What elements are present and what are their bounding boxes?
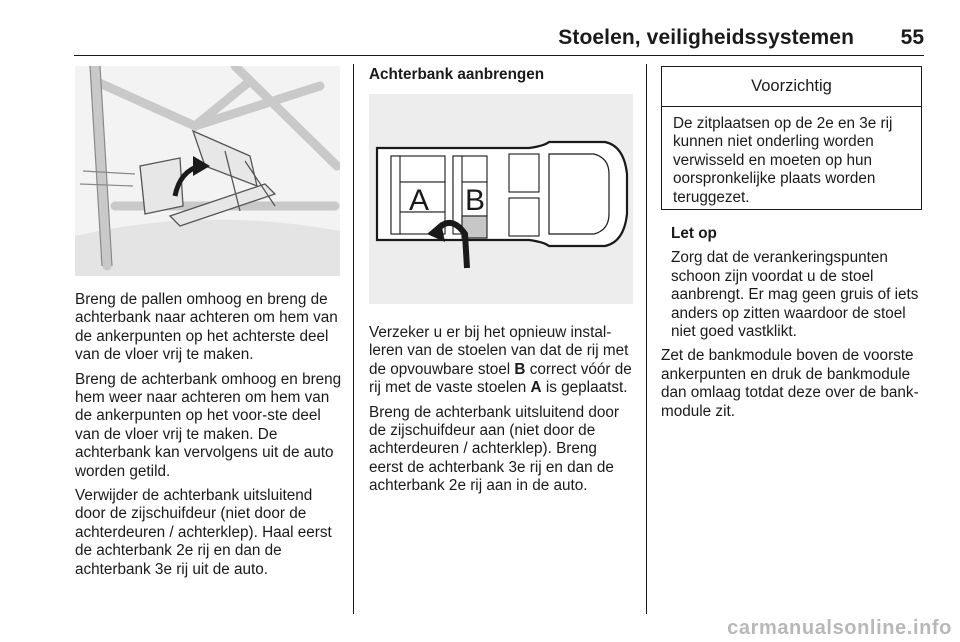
section-heading: Achterbank aanbrengen — [369, 66, 545, 83]
seat-b-label: B — [465, 184, 486, 217]
header-divider — [74, 55, 924, 56]
caution-box — [661, 66, 922, 210]
watermark-logo: carmanualsonline.info — [727, 617, 952, 639]
seat-b-reference: B — [514, 360, 526, 378]
seat-a-reference: A — [530, 379, 542, 397]
middle-column-heading-block — [369, 66, 635, 90]
note-text: Zorg dat de verankeringspunten schoon zijn voordat u de stoel aanbrengt. Er mag geen gruis of iets anders op zitten waardoor de stoel niet goed vastklikt. — [671, 249, 919, 341]
paragraph: Breng de pallen omhoog en breng de achterbank naar achteren om hem van de ankerpunten op het achterste deel van de vloer vrij te maken. — [75, 291, 338, 364]
paragraph: Breng de achterbank omhoog en breng hem weer naar achteren om hem van de ankerpunten op het voor-ste deel van de vloer vrij te maken. De achterbank kan vervolgens uit de auto worden getild. — [75, 370, 342, 480]
middle-column-text — [369, 324, 635, 502]
caution-title: Voorzichtig — [662, 67, 921, 107]
column-divider-right — [646, 64, 647, 614]
paragraph: Verwijder de achterbank uitsluitend door de zijschuifdeur (niet door de achterdeuren / achterklep). Haal eerst de achterbank 2e rij en dan de achterbank 3e rij uit de auto. — [75, 487, 332, 578]
page-title: Stoelen, veiligheidssystemen — [558, 26, 854, 49]
caution-text: De zitplaatsen op de 2e en 3e rij kunnen niet onderling worden verwisseld en moeten op hun oorspronkelijke plaats worden teruggezet. — [673, 115, 893, 206]
seat-a-label: A — [409, 184, 430, 217]
paragraph: Zet de bankmodule boven de voorste ankerpunten en druk de bankmodule dan omlaag totdat deze over de bank-module zit. — [661, 347, 919, 420]
paragraph: Verzeker u er bij het opnieuw instal-leren van de stoelen van dat de rij met de opvouwbare stoel B correct vóór de rij met de vaste stoelen A is geplaatst. — [369, 324, 632, 397]
right-column-text — [661, 225, 929, 427]
left-column — [75, 291, 343, 585]
note-title: Let op — [671, 225, 717, 242]
seat-layout-diagram — [369, 94, 633, 304]
page-number: 55 — [900, 26, 924, 49]
note-block — [661, 225, 929, 341]
column-divider-left — [353, 64, 354, 614]
paragraph: Breng de achterbank uitsluitend door de zijschuifdeur aan (niet door de achterdeuren / achterklep). Breng eerst de achterbank 3e rij en dan de achterbank 2e rij aan in de auto. — [369, 403, 620, 495]
seat-removal-illustration — [75, 66, 340, 276]
